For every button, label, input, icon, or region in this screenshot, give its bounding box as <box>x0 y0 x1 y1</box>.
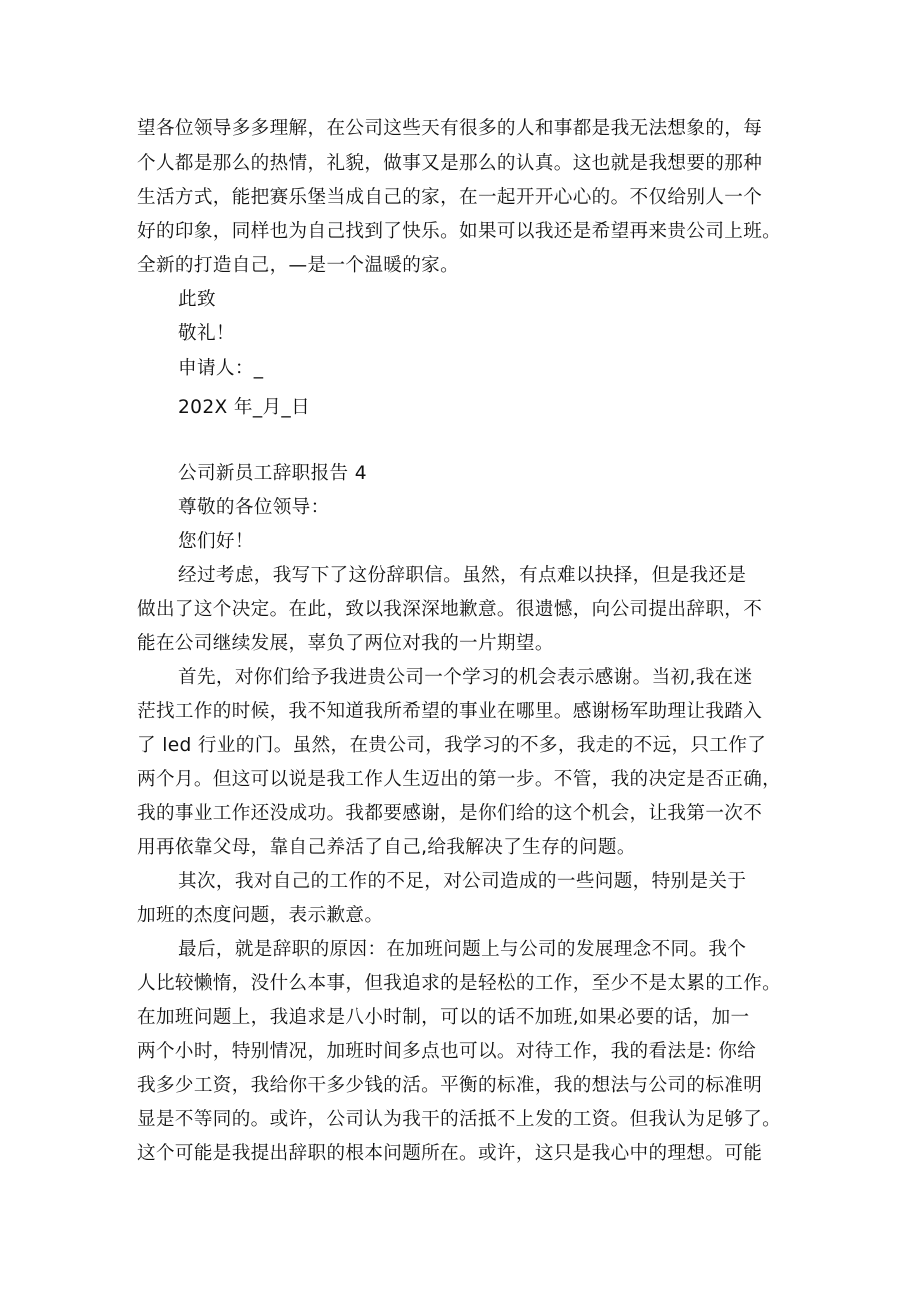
closing-date: 202X 年_月_日 <box>178 397 311 418</box>
closing-respect: 敬礼！ <box>178 323 235 344</box>
text-line: 经过考虑，我写下了这份辞职信。虽然，有点难以抉择，但是我还是 <box>178 565 747 586</box>
text-line: 加班的杰度问题，表示歉意。 <box>137 905 384 926</box>
text-line: 茫找工作的时候，我不知道我所希望的事业在哪里。感谢杨军助理让我踏入 <box>137 701 763 722</box>
text-line: 我的事业工作还没成功。我都要感谢，是你们给的这个机会，让我第一次不 <box>137 803 763 824</box>
text-line: 了 led 行业的门。虽然，在贵公司，我学习的不多，我走的不远，只工作了 <box>137 735 767 756</box>
section-title: 公司新员工辞职报告 4 <box>178 463 367 484</box>
text-line: 做出了这个决定。在此，致以我深深地歉意。很遗憾，向公司提出辞职，不 <box>137 599 763 620</box>
text-line: 显是不等同的。或许，公司认为我干的活抵不上发的工资。但我认为足够了。 <box>137 1109 782 1130</box>
text-line: 在加班问题上，我追求是八小时制，可以的话不加班,如果必要的话，加一 <box>137 1007 750 1028</box>
text-line: 其次，我对自己的工作的不足，对公司造成的一些问题，特别是关于 <box>178 871 747 892</box>
text-line: 好的印象，同样也为自己找到了快乐。如果可以我还是希望再来贵公司上班。 <box>137 221 782 242</box>
text-line: 人比较懒惰，没什么本事，但我追求的是轻松的工作，至少不是太累的工作。 <box>137 973 782 994</box>
text-line: 最后，就是辞职的原因：在加班问题上与公司的发展理念不同。我个 <box>178 939 747 960</box>
greeting-recipient: 尊敬的各位领导： <box>178 497 330 518</box>
text-line: 个人都是那么的热情，礼貌，做事又是那么的认真。这也就是我想要的那种 <box>137 153 763 174</box>
text-line: 两个月。但这可以说是我工作人生迈出的第一步。不管，我的决定是否正确， <box>137 769 782 790</box>
greeting-hello: 您们好！ <box>178 531 254 552</box>
applicant-signature: 申请人：_ <box>178 358 264 379</box>
text-line: 全新的打造自己，—是一个温暖的家。 <box>137 255 460 276</box>
text-line: 两个小时，特别情况，加班时间多点也可以。对待工作，我的看法是: 你给 <box>137 1041 757 1062</box>
text-line: 能在公司继续发展，辜负了两位对我的一片期望。 <box>137 633 554 654</box>
text-line: 生活方式，能把赛乐堡当成自己的家，在一起开开心心的。不仅给别人一个 <box>137 187 763 208</box>
text-line: 这个可能是我提出辞职的根本问题所在。或许，这只是我心中的理想。可能 <box>137 1143 763 1164</box>
closing-salutation: 此致 <box>178 289 216 310</box>
text-line: 我多少工资，我给你干多少钱的活。平衡的标准，我的想法与公司的标准明 <box>137 1075 763 1096</box>
text-line: 用再依靠父母，靠自己养活了自己,给我解决了生存的问题。 <box>137 837 636 858</box>
text-line: 望各位领导多多理解，在公司这些天有很多的人和事都是我无法想象的，每 <box>137 118 763 139</box>
text-line: 首先，对你们给予我进贵公司一个学习的机会表示感谢。当初,我在迷 <box>178 667 753 688</box>
